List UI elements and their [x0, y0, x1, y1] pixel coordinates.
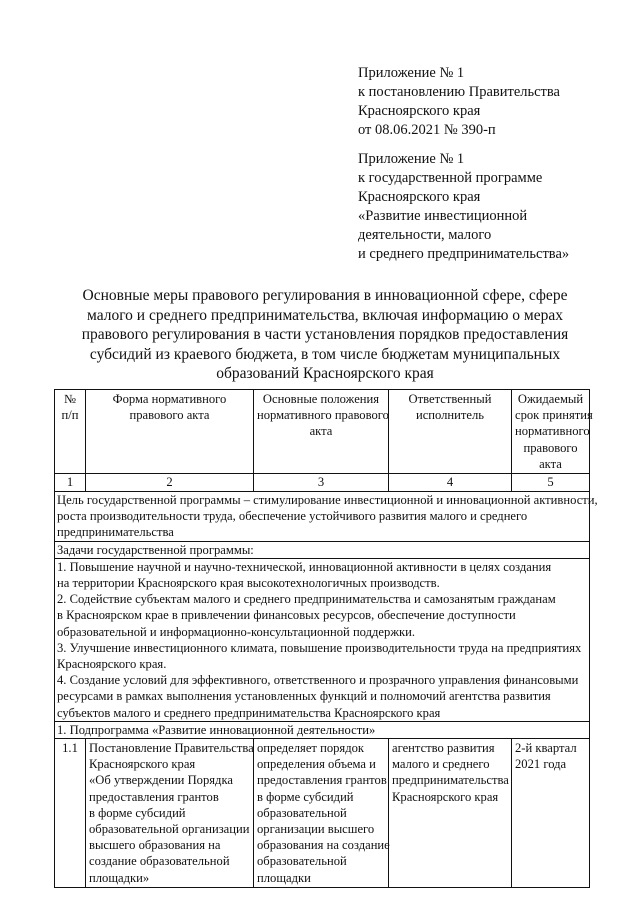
appendix-line: «Развитие инвестиционной [358, 208, 528, 224]
appendix-line: деятельности, малого [358, 227, 492, 243]
subprogram-row [55, 721, 590, 738]
appendix-line: Приложение № 1 [358, 151, 465, 167]
appendix-line: и среднего предпринимательства» [358, 246, 570, 262]
appendix-line: от 08.06.2021 № 390-п [358, 122, 496, 138]
program-tasks: 1. Повышение научной и научно-технической, инновационной активности в целях создания на территории Красноярского края высокотехнологичных производств. 2. Содействие субъектам малого и среднего предпринимательства и самозанятым гражданам в Красноярском крае в привлечении финансовых ресурсов, обеспечение доступности образовательной и информационно-консультационной поддержки. 3. Улучшение инвестиционного климата, повышение производительности труда на предприятиях Красноярского края. 4. Создание условий для эффективного, ответственного и прозрачного управления финансовыми ресурсами в рамках выполнения установленных функций и полномочий агентства развития субъектов малого и среднего предпринимательства Красноярского края [55, 558, 590, 721]
column-number-row [55, 474, 590, 492]
document-title [60, 286, 590, 384]
column-number: 1 [55, 474, 86, 492]
column-number: 3 [254, 474, 389, 492]
header-act-form: Форма нормативного правового акта [86, 390, 254, 474]
program-tasks-title-row [55, 541, 590, 558]
program-tasks-row [55, 558, 590, 721]
row-act-form: Постановление Правительства Красноярского края «Об утверждении Порядка предоставления грантов в форме субсидий образовательной организации высшего образования на создание образовательной площадки» [86, 739, 254, 888]
appendix-line: Красноярского края [358, 189, 481, 205]
row-expected-term: 2-й квартал 2021 года [512, 739, 590, 888]
header-executor: Ответственный исполнитель [389, 390, 512, 474]
header-expected-term: Ожидаемый срок принятия нормативного правового акта [512, 390, 590, 474]
column-number: 5 [512, 474, 590, 492]
appendix-line: к постановлению Правительства [358, 84, 560, 100]
program-goal-row [55, 492, 590, 542]
appendix-line: Красноярского края [358, 103, 481, 119]
title-line: субсидий из краевого бюджета, в том числе бюджетам муниципальных [89, 345, 561, 363]
header-main-provisions: Основные положения нормативного правового акта [254, 390, 389, 474]
legal-measures-table [54, 389, 598, 888]
column-number: 2 [86, 474, 254, 492]
row-number: 1.1 [55, 739, 86, 888]
title-line: малого и среднего предпринимательства, включая информацию о мерах [87, 306, 563, 324]
table-row [55, 739, 590, 888]
program-goal: Цель государственной программы – стимулирование инвестиционной и инновационной активности, роста производительности труда, обеспечение устойчивого развития малого и среднего предпринимательства [55, 492, 590, 542]
title-line: правового регулирования в части установления порядков предоставления [81, 326, 569, 343]
row-executor: агентство развития малого и среднего предпринимательства Красноярского края [389, 739, 512, 888]
appendix-line: к государственной программе [358, 170, 543, 186]
appendix-to-program [358, 150, 569, 264]
program-tasks-title: Задачи государственной программы: [55, 541, 590, 558]
title-line: образований Красноярского края [216, 365, 434, 382]
appendix-line: Приложение № 1 [358, 65, 465, 81]
header-number: № п/п [55, 390, 86, 474]
title-line: Основные меры правового регулирования в инновационной сфере, сфере [82, 287, 568, 304]
appendix-to-resolution [358, 64, 560, 140]
row-main-provisions: определяет порядок определения объема и предоставления грантов в форме субсидий образовательной организации высшего образования на создание образовательной площадки [254, 739, 389, 888]
subprogram-title: 1. Подпрограмма «Развитие инновационной деятельности» [55, 721, 590, 738]
column-number: 4 [389, 474, 512, 492]
table-header-row [55, 390, 590, 474]
